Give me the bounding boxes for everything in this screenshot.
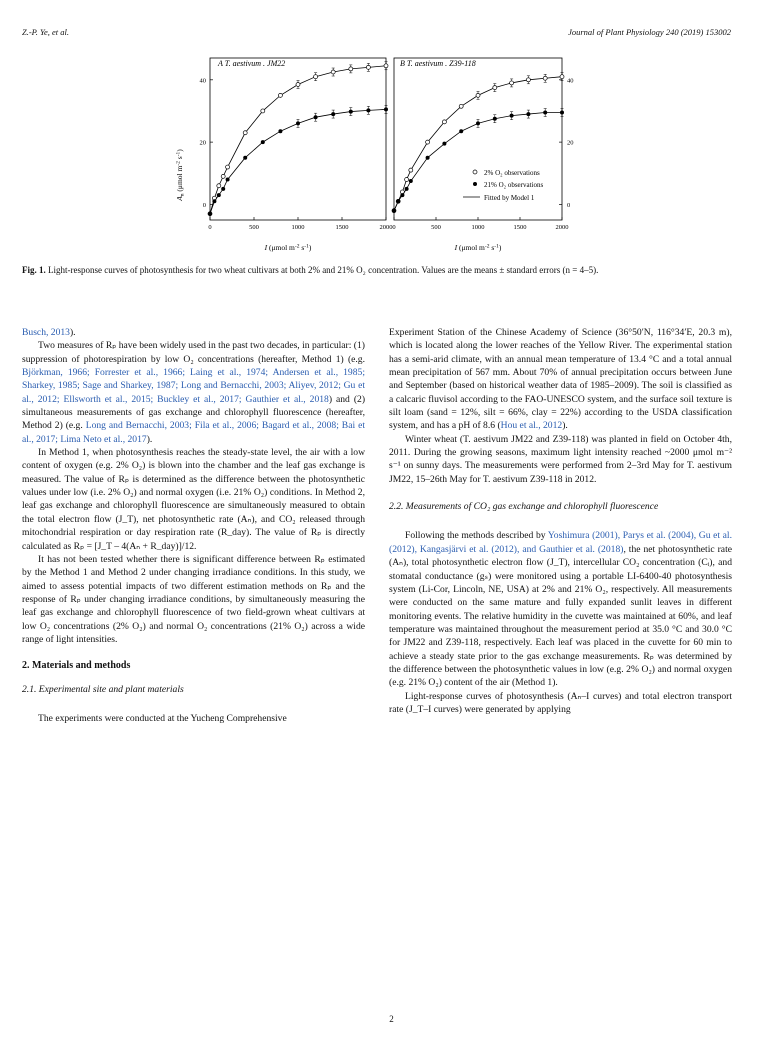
ref-link[interactable]: Busch, 2013 — [22, 327, 70, 338]
plot-frame — [394, 58, 562, 220]
x-tick-label: 500 — [431, 224, 441, 231]
ref-link[interactable]: Yoshimura (2001), Parys et al. (2004), Gu et al. (2012), Kangasjärvi et al. (2012), and Gauthier et al. (2018) — [389, 530, 732, 555]
subsection-heading-2-1: 2.1. Experimental site and plant materials — [22, 683, 184, 695]
data-point-21pct — [396, 199, 400, 203]
x-tick-label: 500 — [249, 224, 259, 231]
right-p3 — [389, 529, 732, 689]
left-p4: The experiments were conducted at the Yucheng Comprehensive — [38, 712, 287, 724]
x-tick-label: 1000 — [471, 224, 485, 231]
data-point-21pct — [243, 156, 247, 160]
data-point-2pct — [426, 140, 430, 144]
subsection-heading-2-2: 2.2. Measurements of CO₂ gas exchange and chlorophyll fluorescence — [389, 501, 659, 513]
data-point-2pct — [493, 86, 497, 90]
running-journal: Journal of Plant Physiology 240 (2019) 153002 — [568, 27, 731, 37]
data-point-2pct — [526, 78, 530, 82]
y-tick-label: 0 — [202, 201, 206, 209]
legend-obs2: 2% O₂ observations — [484, 169, 540, 177]
left-p0 — [22, 326, 365, 339]
left-p1 — [22, 339, 365, 446]
x-tick-label: 2000 — [379, 224, 393, 231]
data-point-21pct — [261, 140, 265, 144]
y-tick-label: 0 — [567, 201, 571, 209]
data-point-21pct — [392, 209, 396, 213]
data-point-2pct — [510, 81, 514, 85]
panel-b-title: B T. aestivum . Z39-118 — [400, 59, 476, 68]
text-run: , the net photosynthetic rate (Aₙ), total photosynthetic electron flow (J_T), intercellular CO₂ concentration (Cᵢ), and stomatal conductance (gₛ) were monitored using a portable LI-6400-40 photosynthesis system (Li-Cor, Lincoln, NE, USA) at 2% and 21% O₂, respectively. All measurements were conducted on the same mature and fully expanded sunlit leaves in different monitoring events. The relative humidity in the cuvette was maintained at 60%, and leaf temperature was maintained throughout the measurement period at 35.0 °C and 30.0 °C for JM22 and Z39-118, respectively. Each leaf was placed in the cuvette for 60 min to achieve a steady state prior to the gas exchange measurements. Rₚ was determined by the difference between the photosynthetic values in low (e.g. 2% O₂) and normal oxygen (e.g. 21% O₂) content of the air (Method 1). — [389, 543, 732, 689]
data-point-21pct — [314, 115, 318, 119]
ref-link[interactable]: Björkman, 1966; Forrester et al., 1966; Laing et al., 1974; Andersen et al., 1985; Sharkey, 1985; Sage and Sharkey, 1987; Long and Bernacchi, 2003; Aliyev, 2012; Gu et al., 2012; Ellsworth et al., 2015; Buckley et al., 2017; Gauthier et al., 2018 — [22, 367, 365, 405]
data-point-2pct — [314, 75, 318, 79]
page-number: 2 — [389, 1014, 394, 1024]
figure-1 — [160, 50, 600, 260]
data-point-21pct — [442, 142, 446, 146]
data-point-21pct — [331, 112, 335, 116]
data-point-21pct — [400, 193, 404, 197]
data-point-2pct — [217, 184, 221, 188]
data-point-2pct — [384, 64, 388, 68]
data-point-2pct — [261, 109, 265, 113]
right-column — [389, 326, 732, 716]
legend-open-marker — [473, 170, 477, 174]
text-run: ). — [146, 433, 153, 445]
right-p2: Winter wheat (T. aestivum JM22 and Z39-118) was planted in field on October 4th, 2011. During the growing seasons, maximum light intensity reached ~2000 μmol m⁻² s⁻¹ on sunny days. The measurements were performed from 2–3rd May for T. aestivum JM22, 15–26th May for T. aestivum Z39-118 in 2012. — [389, 433, 732, 485]
data-point-2pct — [349, 67, 353, 71]
data-point-21pct — [217, 193, 221, 197]
right-p4: Light-response curves of photosynthesis (Aₙ–I curves) and total electron transport rate (J_T–I curves) were generated by applying — [389, 690, 732, 715]
text-run: ). — [562, 420, 568, 432]
data-point-21pct — [278, 129, 282, 133]
data-point-2pct — [278, 93, 282, 97]
x-axis-label-a: I (μmol $m^{-2}$ $s^{-1}$) — [264, 243, 312, 252]
left-p2: In Method 1, when photosynthesis reaches the steady-state level, the air with a low content of oxygen (e.g. 2% O₂) is blown into the chamber and the leaf gas exchange is measured. The value of Rₚ is determined as the difference between the photosynthetic values under low (i.e. 2% O₂) and normal oxygen (i.e. 21% O₂) conditions. In Method 2, leaf gas exchange and chlorophyll fluorescence are simultaneously measured to obtain the total electron flow (J_T), net photosynthetic rate (Aₙ), and CO₂ released through mitochondrial respiration or day respiration rate (R_day). The value of Rₚ is directly calculated as Rₚ = [J_T – 4(Aₙ + R_day)]/12. — [22, 447, 365, 552]
data-point-21pct — [560, 111, 564, 115]
legend-model: Fitted by Model 1 — [484, 194, 535, 202]
left-column — [22, 326, 365, 725]
data-point-2pct — [296, 82, 300, 86]
x-tick-label: 1000 — [291, 224, 305, 231]
caption-text: Light-response curves of photosynthesis for two wheat cultivars at both 2% and 21% O₂ concentration. Values are the means ± standard errors (n = 4–5). — [45, 265, 599, 275]
x-tick-label: 0 — [392, 224, 396, 231]
y-tick-label: 40 — [567, 77, 574, 85]
data-point-21pct — [226, 178, 230, 182]
y-tick-label: 20 — [199, 139, 206, 147]
data-point-2pct — [442, 120, 446, 124]
data-point-2pct — [366, 65, 370, 69]
data-point-2pct — [405, 178, 409, 182]
data-point-21pct — [526, 112, 530, 116]
data-point-21pct — [493, 117, 497, 121]
text-run: Following the methods described by — [405, 530, 548, 542]
data-point-21pct — [366, 108, 370, 112]
ref-link[interactable]: Hou et al., 2012 — [500, 420, 563, 432]
legend — [463, 169, 543, 202]
data-point-21pct — [510, 114, 514, 118]
data-point-2pct — [221, 174, 225, 178]
data-point-21pct — [212, 199, 216, 203]
x-tick-label: 0 — [208, 224, 212, 231]
data-point-21pct — [476, 121, 480, 125]
data-point-2pct — [331, 70, 335, 74]
y-tick-label: 40 — [199, 77, 206, 85]
data-point-2pct — [226, 165, 230, 169]
data-point-21pct — [208, 212, 212, 216]
x-tick-label: 1500 — [335, 224, 349, 231]
legend-obs21: 21% O₂ observations — [484, 181, 544, 189]
data-point-2pct — [243, 131, 247, 135]
ref-link[interactable]: Long and Bernacchi, 2003; Fila et al., 2006; Bagard et al., 2008; Bai et al., 2017; Lima Neto et al., 2017 — [22, 420, 365, 445]
right-p1 — [389, 326, 732, 433]
data-point-21pct — [349, 110, 353, 114]
text-run: ). — [69, 327, 76, 338]
data-point-2pct — [560, 75, 564, 79]
data-point-2pct — [476, 93, 480, 97]
x-axis-label-b: I (μmol $m^{-2}$ $s^{-1}$) — [454, 243, 502, 252]
x-tick-label: 1500 — [513, 224, 527, 231]
left-p3: It has not been tested whether there is significant difference between Rₚ estimated by the Method 1 and Method 2 under changing irradiance conditions. In this study, we aimed to assess potential impacts of two different estimation methods on Rₚ and the response of Rₚ under changing irradiance conditions, by simultaneously measuring the leaf gas exchange and chlorophyll fluorescence of two field-grown wheat cultivars at low O₂ concentrations (2% O₂) and normal O₂ concentrations (21% O₂) across a wide range of light intensities. — [22, 553, 365, 645]
legend-filled-marker — [473, 182, 477, 186]
data-point-21pct — [459, 129, 463, 133]
y-axis-label: $A_n$ (μmol $m^{-2}$ $s^{-1}$) — [175, 149, 186, 201]
data-point-21pct — [426, 156, 430, 160]
text-run: Experiment Station of the Chinese Academy of Science (36°50′N, 116°34′E, 20.3 m), which is located along the lower reaches of the Yellow River. The experimental station has a semi-arid climate, with an annual mean temperature of 13.4 °C and a total annual mean precipitation of 567 mm. About 70% of annual precipitation occurs between June and September (based on historical weather data of 1985–2009). The soil is classified as a calcaric fluvisol according to the FAO-UNESCO system, and the surface soil texture is silt loam (sand = 12%, silt = 66%, clay = 22%) according to the USDA classification system, and has a pH of 8.6 ( — [389, 327, 732, 432]
panel-a-title: A T. aestivum . JM22 — [218, 59, 286, 68]
caption-label: Fig. 1. — [22, 265, 46, 275]
section-heading-2: 2. Materials and methods — [22, 660, 131, 672]
data-point-21pct — [384, 107, 388, 111]
data-point-21pct — [543, 111, 547, 115]
data-point-2pct — [409, 168, 413, 172]
data-point-21pct — [409, 179, 413, 183]
data-point-21pct — [296, 121, 300, 125]
data-point-21pct — [221, 187, 225, 191]
x-tick-label: 2000 — [555, 224, 569, 231]
panel-a — [199, 58, 396, 231]
data-point-21pct — [405, 187, 409, 191]
panel-b — [392, 58, 574, 231]
data-point-2pct — [543, 76, 547, 80]
text-run: ) and (2) simultaneous measurements of gas exchange and chlorophyll fluorescence (hereafter, Method 2) (e.g. — [22, 393, 366, 432]
running-author: Z.-P. Ye, et al. — [22, 27, 69, 37]
figure-caption — [22, 264, 732, 276]
y-tick-label: 20 — [567, 139, 574, 147]
text-run: Two measures of Rₚ have been widely used in the past two decades, in particular: (1) suppression of photorespiration by low O₂ concentrations (hereafter, Method 1) (e.g. — [22, 340, 365, 365]
data-point-2pct — [459, 104, 463, 108]
